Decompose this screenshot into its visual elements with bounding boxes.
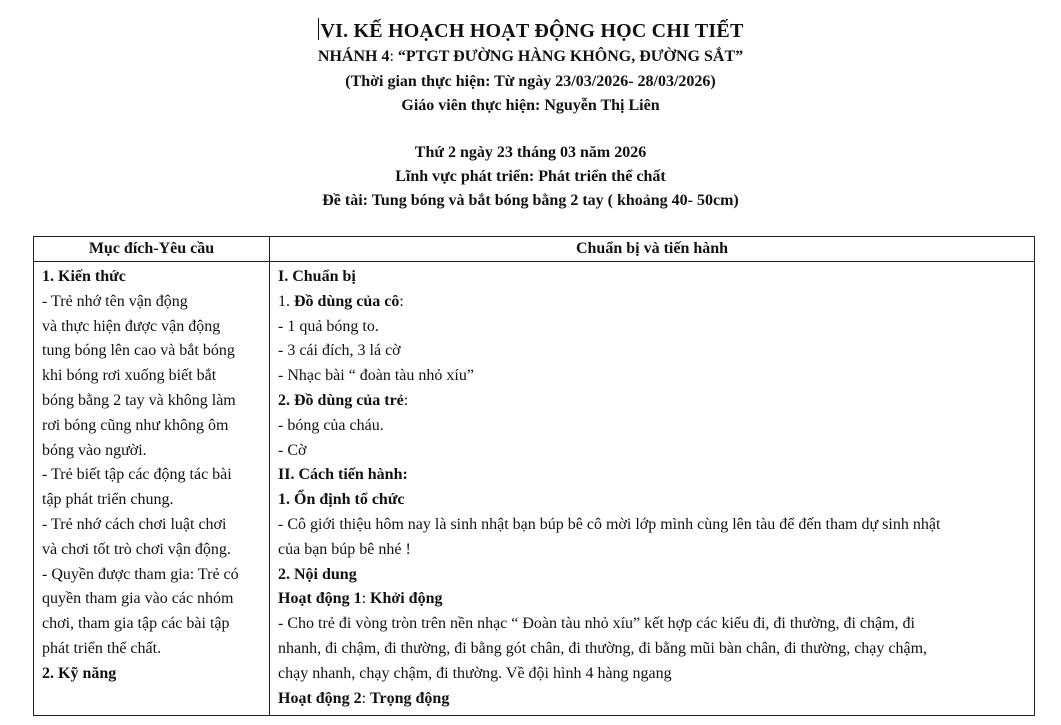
activity-1-line: nhanh, đi chậm, đi thường, đi bằng gót chân, đi thường, đi bằng mũi bàn chân, đi thường, chạy chậm,: [278, 639, 928, 657]
knowledge-line: tung bóng lên cao và bắt bóng: [42, 342, 235, 360]
knowledge-line: và chơi tốt trò chơi vận động.: [42, 540, 231, 558]
teacher-item: - Nhạc bài “ đoàn tàu nhỏ xíu”: [278, 367, 474, 385]
table-body-row: [34, 262, 1035, 716]
process-heading: II. Cách tiến hành:: [278, 466, 408, 484]
knowledge-line: phát triển thể chất.: [42, 639, 162, 657]
lesson-topic: Đề tài: Tung bóng và bắt bóng bằng 2 tay ( khoảng 40- 50cm): [322, 192, 739, 209]
knowledge-line: khi bóng rơi xuống biết bắt: [42, 367, 217, 385]
header-objectives: Mục đích-Yêu cầu: [34, 237, 270, 262]
teacher-item: - 1 quả bóng to.: [278, 317, 379, 335]
teacher-item: - 3 cái đích, 3 lá cờ: [278, 342, 401, 360]
text-cursor: [318, 18, 319, 40]
table-header-row: [34, 237, 1035, 262]
knowledge-line: - Trẻ biết tập các động tác bài: [42, 466, 232, 484]
teacher-name: Giáo viên thực hiện: Nguyễn Thị Liên: [401, 97, 660, 114]
activity-1-line: - Cho trẻ đi vòng tròn trên nền nhạc “ Đoàn tàu nhỏ xíu” kết hợp các kiểu đi, đi thường, đi chậm, đi: [278, 615, 915, 633]
knowledge-line: bóng bằng 2 tay và không làm: [42, 391, 236, 409]
knowledge-line: quyền tham gia vào các nhóm: [42, 590, 234, 608]
page-title-text: VI. KẾ HOẠCH HOẠT ĐỘNG HỌC CHI TIẾT: [320, 20, 744, 42]
knowledge-line: và thực hiện được vận động: [42, 317, 221, 335]
child-item: - Cờ: [278, 441, 307, 459]
knowledge-line: - Quyền được tham gia: Trẻ có: [42, 565, 239, 583]
child-item: - bóng của cháu.: [278, 416, 384, 434]
knowledge-line: chơi, tham gia tập các bài tập: [42, 615, 230, 633]
knowledge-line: - Trẻ nhớ tên vận động: [42, 292, 188, 310]
knowledge-line: - Trẻ nhớ cách chơi luật chơi: [42, 515, 227, 533]
branch-name: “PTGT ĐƯỜNG HÀNG KHÔNG, ĐƯỜNG SẮT”: [397, 48, 744, 65]
time-range: (Thời gian thực hiện: Từ ngày 23/03/2026- 28/03/2026): [345, 73, 716, 90]
page-title: [0, 18, 1061, 43]
preparation-cell: [270, 262, 1035, 716]
activity-1-heading: Hoạt động 1: Khởi động: [278, 590, 443, 608]
activity-1-line: chạy nhanh, chạy chậm, đi thường. Về đội hình 4 hàng ngang: [278, 664, 672, 682]
knowledge-line: rơi bóng cũng như không ôm: [42, 416, 229, 434]
content-heading: 2. Nội dung: [278, 565, 357, 583]
knowledge-heading: 1. Kiến thức: [42, 268, 126, 285]
organization-line: - Cô giới thiệu hôm nay là sinh nhật bạn búp bê cô mời lớp mình cùng lên tàu để đến tham dự sinh nhật: [278, 515, 941, 533]
knowledge-line: bóng vào người.: [42, 441, 147, 459]
branch-separator: :: [389, 48, 398, 65]
skills-heading: 2. Kỹ năng: [42, 664, 117, 682]
development-field: Lĩnh vực phát triển: Phát triển thể chất: [395, 168, 666, 185]
organization-heading: 1. Ổn định tổ chức: [278, 491, 405, 509]
objectives-cell: [34, 262, 270, 716]
child-items-heading: 2. Đồ dùng của trẻ:: [278, 391, 409, 409]
header-preparation: Chuẩn bị và tiến hành: [270, 237, 1035, 262]
knowledge-line: tập phát triển chung.: [42, 491, 174, 509]
branch-label: NHÁNH 4: [317, 48, 390, 65]
activity-2-heading: Hoạt động 2: Trọng động: [278, 689, 450, 707]
lesson-date: Thứ 2 ngày 23 tháng 03 năm 2026: [414, 144, 647, 161]
prep-heading: I. Chuẩn bị: [278, 268, 356, 285]
branch-line: [0, 48, 1061, 66]
organization-line: của bạn búp bê nhé !: [278, 540, 411, 558]
teacher-items-heading: 1. Đồ dùng của cô:: [278, 292, 404, 310]
lesson-plan-table: [33, 236, 1035, 716]
